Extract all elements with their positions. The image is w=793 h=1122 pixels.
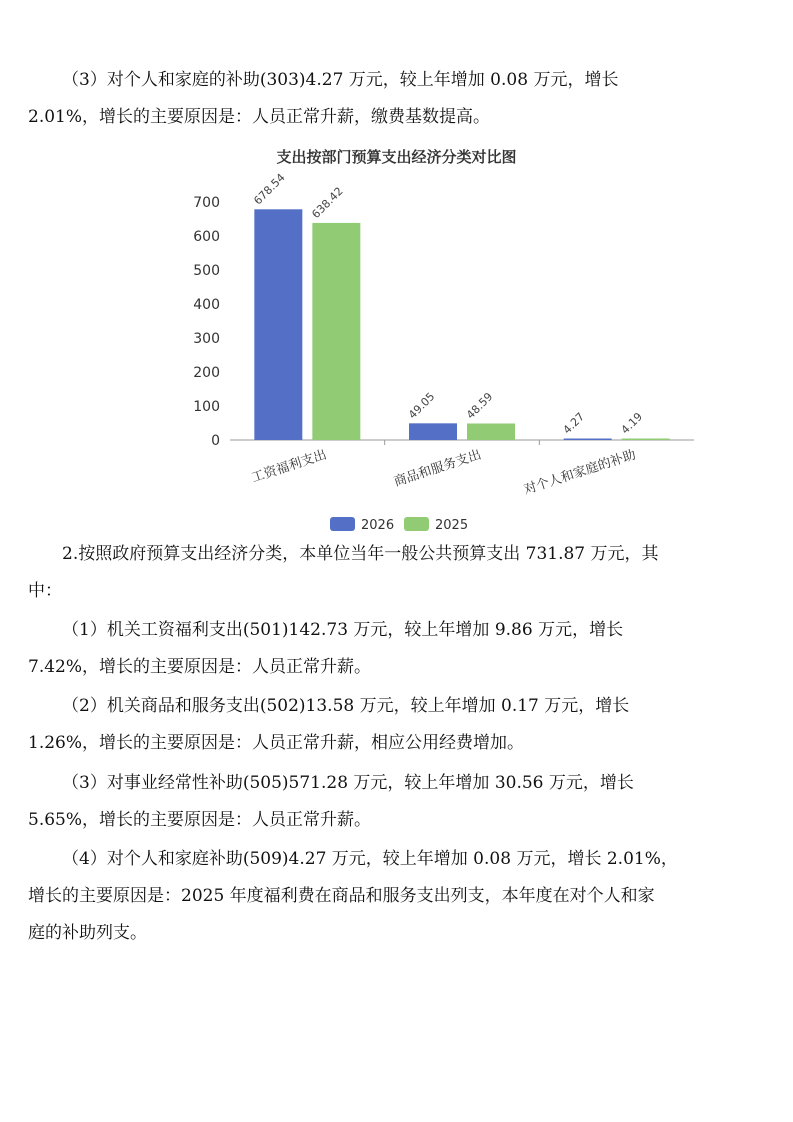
paragraph-line: 2.按照政府预算支出经济分类，本单位当年一般公共预算支出 731.87 万元，其 — [62, 544, 659, 564]
x-category-label: 商品和服务支出 — [392, 447, 484, 490]
y-tick-label: 600 — [193, 229, 220, 245]
bar-2026-2 — [564, 439, 612, 441]
data-label: 4.27 — [560, 410, 588, 437]
paragraph-line: 庭的补助列支。 — [28, 923, 147, 943]
data-label: 678.54 — [251, 171, 288, 208]
legend-label-2025: 2025 — [435, 518, 469, 533]
paragraph-item-505 — [28, 765, 768, 839]
paragraph-line: 5.65%，增长的主要原因是：人员正常升薪。 — [28, 810, 372, 830]
paragraph-line: （2）机关商品和服务支出(502)13.58 万元，较上年增加 0.17 万元，增长 — [62, 696, 630, 716]
bar-2025-1 — [467, 423, 515, 440]
bar-2026-0 — [254, 209, 302, 440]
x-category-label: 工资福利支出 — [249, 447, 329, 486]
legend-swatch-2026 — [330, 517, 355, 531]
y-tick-label: 200 — [193, 365, 220, 381]
paragraph-item-501 — [28, 612, 768, 686]
paragraph-line: 中： — [28, 581, 62, 601]
data-label: 48.59 — [463, 390, 496, 422]
paragraph-item-502 — [28, 688, 768, 762]
data-label: 638.42 — [309, 184, 346, 222]
data-label: 4.19 — [618, 410, 646, 437]
bar-2025-0 — [312, 223, 360, 440]
bar-chart — [0, 0, 793, 545]
paragraph-line: 增长的主要原因是：2025 年度福利费在商品和服务支出列支，本年度在对个人和家 — [28, 886, 655, 906]
paragraph-line: 2.01%，增长的主要原因是：人员正常升薪，缴费基数提高。 — [28, 107, 491, 127]
legend-swatch-2025 — [404, 517, 429, 531]
chart-title: 支出按部门预算支出经济分类对比图 — [276, 148, 517, 166]
paragraph-item-509 — [28, 841, 768, 952]
y-tick-label: 300 — [193, 331, 220, 347]
bar-2026-1 — [409, 423, 457, 440]
paragraph-intro-economic-classification — [28, 536, 768, 610]
y-tick-label: 400 — [193, 297, 220, 313]
paragraph-line: （3）对个人和家庭的补助(303)4.27 万元，较上年增加 0.08 万元，增长 — [62, 70, 619, 90]
paragraph-line: 1.26%，增长的主要原因是：人员正常升薪，相应公用经费增加。 — [28, 733, 525, 753]
paragraph-line: 7.42%，增长的主要原因是：人员正常升薪。 — [28, 657, 372, 677]
data-label: 49.05 — [405, 389, 438, 422]
paragraph-line: （3）对事业经常性补助(505)571.28 万元，较上年增加 30.56 万元，增长 — [62, 773, 634, 793]
y-tick-label: 0 — [211, 433, 220, 449]
x-category-label: 对个人和家庭的补助 — [521, 447, 638, 498]
y-tick-label: 100 — [193, 399, 220, 415]
y-tick-label: 500 — [193, 263, 220, 279]
legend-label-2026: 2026 — [361, 518, 395, 533]
paragraph-line: （4）对个人和家庭补助(509)4.27 万元，较上年增加 0.08 万元，增长 2.01%， — [62, 849, 678, 869]
y-tick-label: 700 — [193, 195, 220, 211]
paragraph-line: （1）机关工资福利支出(501)142.73 万元，较上年增加 9.86 万元，增长 — [62, 620, 624, 640]
bar-2025-2 — [622, 439, 670, 441]
